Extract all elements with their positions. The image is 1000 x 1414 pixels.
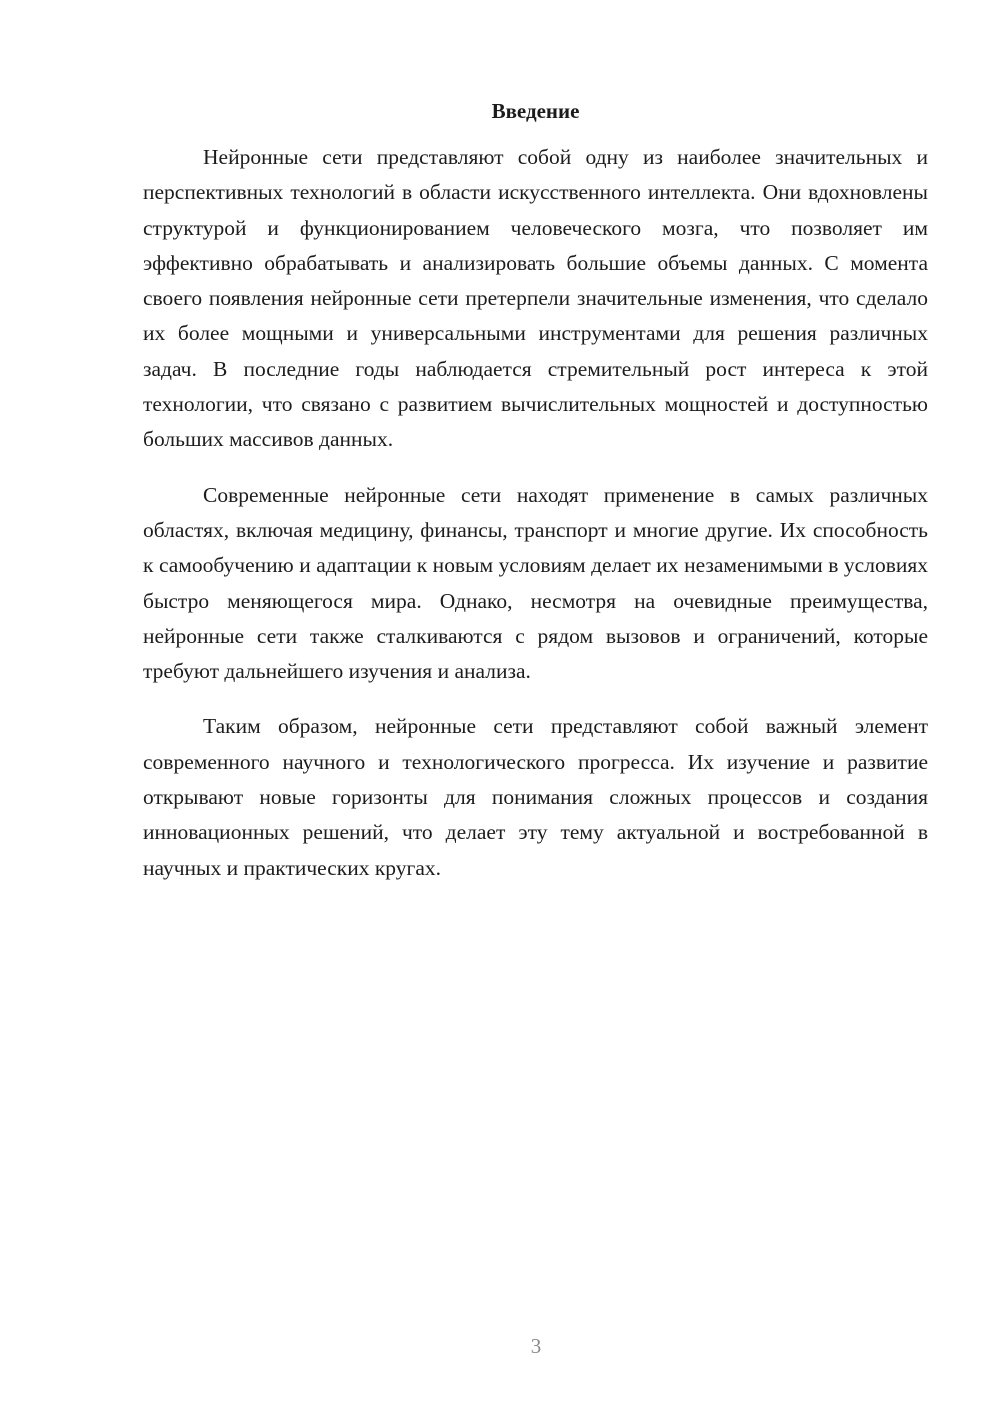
paragraph-2: Современные нейронные сети находят применение в самых различных областях, включая медицину, финансы, транспорт и многие другие. Их способность к самообучению и адаптации к новым условиям делает их незаменимыми в условиях быстро меняющегося мира. Однако, несмотря на очевидные преимущества, нейронные сети также сталкиваются с рядом вызовов и ограничений, которые требуют дальнейшего изучения и анализа. <box>143 482 928 684</box>
paragraph-3: Таким образом, нейронные сети представляют собой важный элемент современного научного и технологического прогресса. Их изучение и развитие открывают новые горизонты для понимания сложных процессов и создания инновационных решений, что делает эту тему актуальной и востребованной в научных и практических кругах. <box>143 714 928 880</box>
section-heading: Введение <box>491 99 580 123</box>
paragraph-1: Нейронные сети представляют собой одну из наиболее значительных и перспективных технологий в области искусственного интеллекта. Они вдохновлены структурой и функционированием человеческого мозга, что позволяет им эффективно обрабатывать и анализировать большие объемы данных. С момента своего появления нейронные сети претерпели значительные изменения, что сделало их более мощными и универсальными инструментами для решения различных задач. В последние годы наблюдается стремительный рост интереса к этой технологии, что связано с развитием вычислительных мощностей и доступностью больших массивов данных. <box>143 145 928 452</box>
page-number: 3 <box>530 1334 542 1358</box>
page-content <box>143 96 928 906</box>
